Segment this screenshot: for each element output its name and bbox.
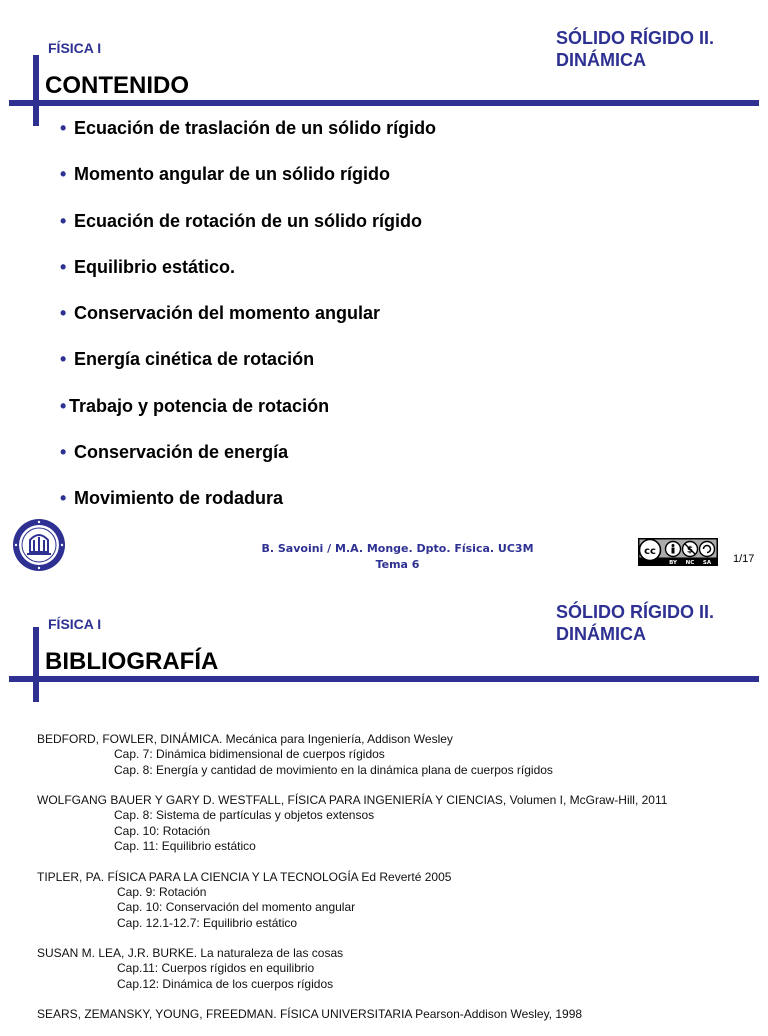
- bibliography-reference: TIPLER, PA. FÍSICA PARA LA CIENCIA Y LA TECNOLOGÍA Ed Reverté 2005: [37, 869, 452, 884]
- bullet-icon: •: [60, 210, 67, 231]
- bibliography-entry: [37, 1006, 667, 1022]
- bibliography-list: [37, 731, 667, 1036]
- bibliography-entry: [37, 792, 667, 855]
- bullet-icon: •: [60, 164, 67, 185]
- bullet-icon: •: [60, 256, 67, 277]
- cc-label-sa: SA: [702, 560, 712, 566]
- footer-authors: B. Savoini / M.A. Monge. Dpto. Física. UC3M: [261, 542, 534, 555]
- bullet-icon: •: [60, 442, 67, 463]
- bibliography-chapter: Cap.11: Cuerpos rígidos en equilibrio: [117, 961, 315, 975]
- content-list: [60, 118, 436, 535]
- bullet-icon: •: [60, 395, 67, 416]
- accent-vertical-bar: [33, 55, 39, 126]
- bibliography-entry: [37, 945, 667, 992]
- accent-horizontal-bar: [9, 100, 759, 106]
- slide-heading: CONTENIDO: [45, 72, 189, 99]
- bibliography-reference: SEARS, ZEMANSKY, YOUNG, FREEDMAN. FÍSICA UNIVERSITARIA Pearson-Addison Wesley, 1998: [37, 1007, 583, 1021]
- list-item: [60, 303, 436, 349]
- bullet-icon: •: [60, 488, 67, 509]
- creative-commons-badge-icon: [638, 538, 718, 566]
- topic-title: [556, 601, 714, 645]
- list-item-text: Trabajo y potencia de rotación: [69, 395, 330, 416]
- list-item-text: Ecuación de rotación de un sólido rígido: [74, 210, 423, 231]
- list-item-text: Energía cinética de rotación: [74, 349, 315, 370]
- bullet-icon: •: [60, 303, 67, 324]
- list-item-text: Movimiento de rodadura: [74, 488, 284, 509]
- topic-title: [556, 27, 714, 71]
- topic-title-line1: SÓLIDO RÍGIDO II.: [556, 602, 715, 622]
- course-label: FÍSICA I: [48, 40, 102, 56]
- slide-heading: BIBLIOGRAFÍA: [45, 648, 219, 675]
- bibliography-entry: [37, 869, 667, 932]
- accent-vertical-bar: [33, 627, 39, 702]
- list-item: [60, 349, 436, 395]
- topic-title-line1: SÓLIDO RÍGIDO II.: [556, 28, 715, 48]
- list-item-text: Equilibrio estático.: [74, 256, 236, 277]
- bibliography-chapter: Cap. 10: Rotación: [114, 823, 211, 838]
- bibliography-chapter: Cap. 7: Dinámica bidimensional de cuerpos rígidos: [114, 747, 385, 761]
- bibliography-chapter: Cap. 8: Sistema de partículas y objetos extensos: [114, 808, 375, 822]
- list-item-text: Momento angular de un sólido rígido: [74, 164, 390, 185]
- bibliography-chapter: Cap. 8: Energía y cantidad de movimiento en la dinámica plana de cuerpos rígidos: [114, 762, 553, 777]
- bibliography-chapter: Cap. 12.1-12.7: Equilibrio estático: [117, 915, 298, 930]
- bibliography-chapter: Cap. 9: Rotación: [117, 884, 207, 899]
- bibliography-reference: BEDFORD, FOWLER, DINÁMICA. Mecánica para Ingeniería, Addison Wesley: [37, 732, 453, 746]
- bullet-icon: •: [60, 349, 67, 370]
- topic-title-line2: DINÁMICA: [556, 50, 646, 70]
- footer-topic: Tema 6: [375, 558, 420, 571]
- list-item: [60, 396, 436, 442]
- bibliography-chapter: Cap.12: Dinámica de los cuerpos rígidos: [117, 976, 334, 991]
- list-item-text: Ecuación de traslación de un sólido rígido: [74, 118, 437, 138]
- bibliography-chapter: Cap. 11: Equilibrio estático: [114, 839, 256, 853]
- list-item: [60, 211, 436, 257]
- list-item: [60, 257, 436, 303]
- bullet-icon: •: [60, 118, 67, 138]
- list-item: [60, 164, 436, 210]
- cc-label-nc: NC: [685, 560, 695, 566]
- bibliography-reference: SUSAN M. LEA, J.R. BURKE. La naturaleza de las cosas: [37, 946, 344, 960]
- cc-label-by: BY: [669, 560, 677, 566]
- cc-mark-text: cc: [644, 546, 656, 557]
- bibliography-chapter: Cap. 10: Conservación del momento angular: [117, 900, 356, 914]
- bibliography-reference: WOLFGANG BAUER Y GARY D. WESTFALL, FÍSICA PARA INGENIERÍA Y CIENCIAS, Volumen I, McGraw-Hill, 2011: [37, 793, 668, 807]
- list-item: [60, 118, 436, 164]
- svg-text:$: $: [686, 545, 694, 556]
- list-item: [60, 442, 436, 488]
- list-item-text: Conservación del momento angular: [74, 303, 381, 324]
- list-item-text: Conservación de energía: [74, 442, 289, 463]
- bibliography-entry: [37, 731, 667, 778]
- course-label: FÍSICA I: [48, 616, 102, 632]
- topic-title-line2: DINÁMICA: [556, 624, 646, 644]
- page-number: 1/17: [733, 553, 755, 565]
- list-item: [60, 488, 436, 534]
- accent-horizontal-bar: [9, 676, 759, 682]
